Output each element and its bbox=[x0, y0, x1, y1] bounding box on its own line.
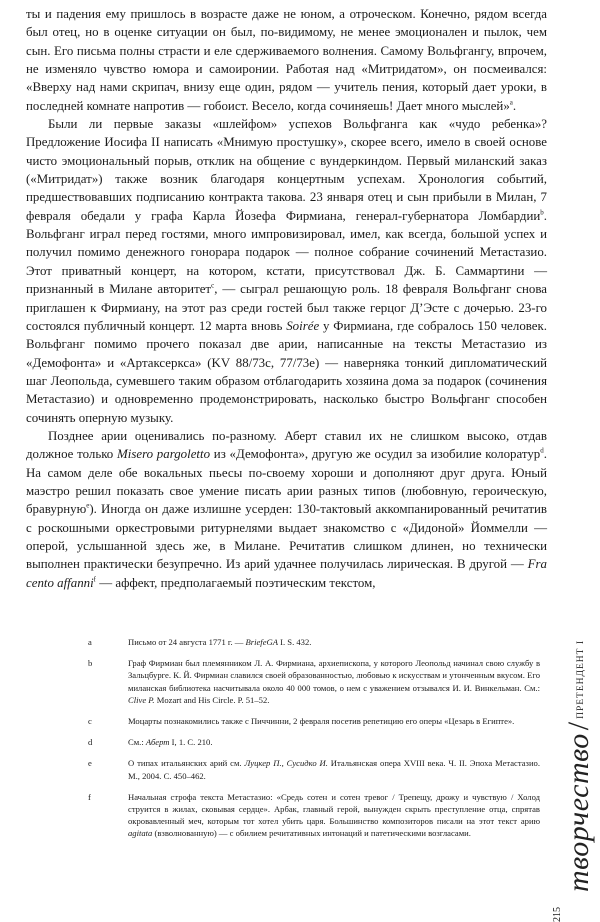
footnote-mark: f bbox=[88, 791, 91, 802]
footnote-italic: BriefeGA bbox=[245, 637, 278, 647]
p3-text-5: — аффект, предполагаемый поэтическим текстом, bbox=[96, 575, 376, 590]
footnote-ref-c[interactable]: c bbox=[211, 281, 215, 290]
footnote-mark: d bbox=[88, 737, 93, 748]
paragraph-1 bbox=[26, 5, 547, 115]
footnote-text: Письмо от 24 августа 1771 г. — bbox=[128, 637, 246, 647]
section-title: творчество bbox=[562, 733, 595, 892]
p2-text-1: Были ли первые заказы «шлейфом» успехов Вольфганга как «чудо ребенка»? Предложение Иосифа II написать «Мнимую простушку», скорее всего, имело в своей основе чисто эмоциональный порыв, отклик на общение с вундеркиндом. Первый миланский заказ («Митридат») также возник благодаря концертным успехам. Хронология событий, предшествовавших подписанию контракта такова. 23 января отец и сын прибыли в Милан, 7 февраля обедали у графа Карла Йозефа Фирмиана, генерал-губернатора Ломбардии bbox=[26, 117, 547, 223]
footnote-mark: b bbox=[88, 658, 93, 669]
footnote-e bbox=[88, 757, 540, 781]
footnote-text: См.: bbox=[128, 737, 146, 748]
footnote-text: Начальная строфа текста Метастазио: «Средь сотен и сотен тревог / Трепещу, дрожу и чувствую / Холод струится в жилах, сковывая сердце». Арбак, главный герой, вынужден скрыть преступление отца, спрятав окровавленный меч, которым тот хотел убить царя. Большинство композиторов писали на этот текст арию bbox=[128, 791, 540, 827]
footnote-text: О типах итальянских арий см. bbox=[128, 758, 245, 769]
p3-text-3: . На самом деле обе вокальных пьесы по-своему хороши и дополняют друг друга. Юный маэстро решил показать свое умение писать арии разных типов (любовную, героическую, бравурную bbox=[26, 447, 547, 517]
footnote-mark: a bbox=[88, 637, 92, 647]
p2-text-3: , — сыграл решающую роль. 18 февраля Вольфганг снова приглашен к Фирмиану, на этот раз среди гостей был также герцог Д’Эсте с дочерью. 23-го состоялся публичный концерт. 12 марта вновь bbox=[26, 282, 547, 333]
p2-text-4: у Фирмиана, где собралось 150 человек. Вольфганг помимо прочего показал две арии, написанные на тексты Метастазио из «Демофонта» и «Артаксеркса» (KV 88/73c, 77/73e) — наверняка тонкий дипломатический шаг Леопольда, сумевшего таким образом отблагодарить хозяина дома за подарок (сочинения Метастазио) и одновременно продемонстрировать, насколько быстро Вольфганг способен сочинять оперную музыку. bbox=[26, 318, 547, 425]
footnote-text: I. S. 432. bbox=[277, 637, 312, 647]
footnote-c bbox=[88, 715, 540, 727]
italic-soiree: Soirée bbox=[286, 318, 320, 333]
page-number: 215 bbox=[552, 907, 563, 922]
footnote-italic: Clive P. bbox=[128, 694, 155, 705]
subsection-title: ПРЕТЕНДЕНТ I bbox=[576, 640, 586, 719]
section-sidebar bbox=[554, 600, 600, 911]
footnote-italic: Аберт bbox=[145, 737, 170, 748]
running-header bbox=[562, 640, 596, 892]
section-divider: / bbox=[562, 721, 595, 731]
footnote-a bbox=[88, 636, 540, 648]
main-text bbox=[26, 5, 547, 592]
footnote-d bbox=[88, 736, 540, 748]
italic-misero-pargoletto: Misero pargoletto bbox=[117, 447, 211, 462]
footnote-ref-d[interactable]: d bbox=[540, 446, 544, 455]
footnote-italic: agitata bbox=[128, 828, 153, 839]
footnote-text: Моцарты познакомились также с Пиччинни, 2 февраля посетив репетицию его оперы «Цезарь в Египте». bbox=[128, 716, 515, 727]
footnote-text: Граф Фирмиан был племянником Л. А. Фирмиана, архиепископа, у которого Леопольд начинал свою службу в Зальцбурге. К. Й. Фирмиан славился своей образованностью, любовью к искусствам и утонченным вкусом. Его миланская библиотека насчитывала около 40 000 томов, о нем с уважением отзывался И. И. Винкельман. См.: bbox=[128, 658, 540, 693]
paragraph-3 bbox=[26, 427, 547, 592]
footnote-b bbox=[88, 657, 540, 706]
footnote-ref-f[interactable]: f bbox=[93, 575, 97, 584]
footnote-ref-b[interactable]: b bbox=[540, 208, 544, 217]
footnote-text: Mozart and His Circle. P. 51–52. bbox=[154, 694, 270, 705]
p1-text: ты и падения ему пришлось в возрасте даже не юном, а отроческом. Конечно, рядом всегда был отец, но в оценке ситуации он был, по-видимому, не менее эмоционален и пылок, чем сын. Его письма полны страсти и еле сдерживаемого волнения. Самому Вольфгангу, впрочем, не изменяло чувство юмора и самоиронии. Работая над «Митридатом», он посмеивался: «Вверху над нами скрипач, внизу еще один, рядом — учитель пения, который дает уроки, в последней комнате напротив — гобоист. Весело, когда сочиняешь! Дает много мыслей» bbox=[26, 7, 547, 113]
p3-text-1: Позднее арии оценивались по-разному. Аберт ставил их не слишком высоко, отдав должное только bbox=[26, 428, 547, 462]
footnotes bbox=[88, 636, 540, 849]
paragraph-2 bbox=[26, 115, 547, 427]
footnote-italic: Луцкер П., Сусидко И. bbox=[244, 758, 328, 769]
p3-text-2: из «Демофонта», другую же осудил за изобилие колоратур bbox=[210, 447, 541, 462]
italic-fra-cento-affanni: Fra cento affanni bbox=[26, 557, 547, 590]
footnote-f bbox=[88, 791, 540, 840]
p2-text-2: . Вольфганг играл перед гостями, много импровизировал, имел, как всегда, большой успех и получил помимо денежного гонорара подарок — полное собрание сочинений Метастазио. Этот приватный концерт, на котором, кстати, присутствовал Дж. Б. Саммартини — признанный в Милане авторитет bbox=[26, 208, 547, 297]
footnote-text: I, 1. С. 210. bbox=[169, 737, 213, 748]
footnote-mark: c bbox=[88, 716, 92, 727]
footnote-ref-e[interactable]: e bbox=[86, 501, 90, 510]
p3-text-4: ). Иногда он даже излишне усерден: 130-тактовый аккомпанированный речитатив с роскошными оркестровыми ритурнелями выдает знакомство с «Дидоной» Йоммелли — оперой, услышанной здесь же, в Милане. Речитатив слишком длинен, но технически выполнен практически безупречно. Из арий удачнее получилась лирическая. В другой — bbox=[26, 502, 547, 572]
p1-end: . bbox=[512, 98, 517, 113]
footnote-ref-a[interactable]: a bbox=[509, 98, 513, 107]
footnote-mark: e bbox=[88, 758, 92, 769]
footnote-text: Итальянская опера XVIII века. Ч. II. Эпоха Метастазио. М., 2004. С. 450–462. bbox=[128, 758, 540, 781]
footnote-text: (взволнованную) — с обилием речитативных интонаций и патетическими возгласами. bbox=[152, 828, 471, 839]
